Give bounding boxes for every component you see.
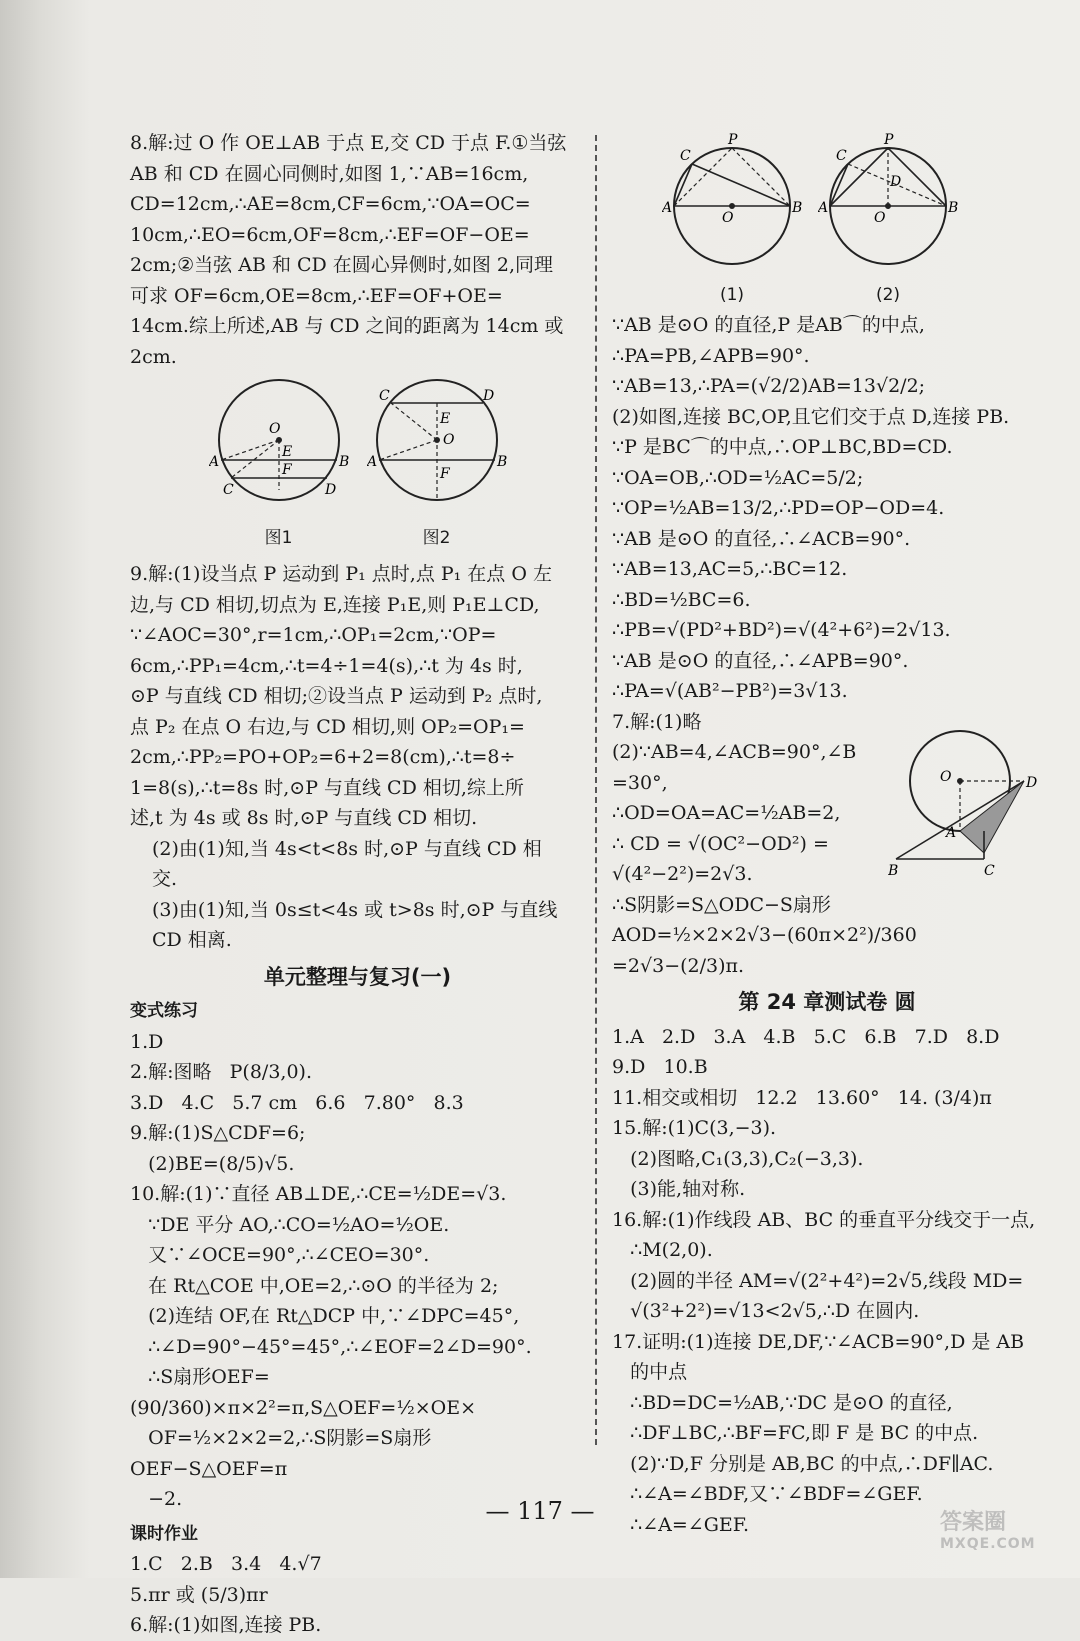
svg-text:O: O [722, 210, 734, 226]
svg-text:O: O [442, 432, 454, 448]
q7-line: ∴S阴影=S△ODC−S扇形AOD=½×2×2√3−(60π×2²)/360 [612, 893, 917, 946]
q10-line: 在 Rt△COE 中,OE=2,∴⊙O 的半径为 2; [130, 1274, 499, 1297]
svg-text:A: A [946, 825, 957, 841]
q8-line: 可求 OF=6cm,OE=8cm,∴EF=OF+OE= [130, 284, 503, 307]
section-title-review: 单元整理与复习(一) [263, 964, 452, 989]
svg-text:B: B [496, 454, 507, 470]
q6-line: ∵AB 是⊙O 的直径,∴∠APB=90°. [612, 649, 909, 672]
q9-line: 边,与 CD 相切,切点为 E,连接 P₁E,则 P₁E⊥CD, [130, 593, 540, 616]
q6-line: ∵P 是BC⌒的中点,∴OP⊥BC,BD=CD. [612, 436, 953, 458]
figure-q6-2-caption: (2) [875, 284, 901, 305]
svg-text:F: F [281, 462, 292, 478]
figure-2-caption: 图2 [422, 527, 451, 548]
q9-line: 2cm,∴PP₂=PO+OP₂=6+2=8(cm),∴t=8÷ [130, 746, 516, 768]
test-line: ∴∠A=∠BDF,又∵∠BDF=∠GEF. [612, 1483, 923, 1505]
svg-text:C: C [222, 482, 234, 498]
svg-text:A: A [366, 454, 377, 470]
q8-line: 10cm,∴EO=6cm,OF=8cm,∴EF=OF−OE= [130, 223, 530, 246]
svg-text:F: F [439, 466, 450, 482]
q7-line: ∴OD=OA=AC=½AB=2, [612, 802, 841, 824]
svg-text:O: O [940, 769, 952, 785]
test-line: (2)图略,C₁(3,3),C₂(−3,3). [612, 1147, 864, 1170]
question-9-part-2 [130, 834, 585, 895]
bianshi-line: (2)BE=(8/5)√5. [130, 1152, 295, 1175]
q6-line: ∴PA=√(AB²−PB²)=3√13. [612, 680, 848, 702]
q8-line: 8.解:过 O 作 OE⊥AB 于点 E,交 CD 于点 F.①当弦 [130, 132, 567, 154]
svg-text:B: B [948, 200, 958, 216]
figure-1-caption: 图1 [264, 527, 293, 548]
q7-line: ∴ CD = √(OC²−OD²) = [612, 832, 829, 855]
watermark-logo [940, 1505, 1036, 1552]
q9-line: ∵∠AOC=30°,r=1cm,∴OP₁=2cm,∵OP= [130, 624, 497, 646]
keshi-line: 6.解:(1)如图,连接 PB. [130, 1614, 322, 1636]
test-line: ∴M(2,0). [612, 1239, 713, 1261]
q9_2-line: 交. [152, 868, 178, 890]
svg-text:O: O [874, 210, 886, 226]
subsection-keshi: 课时作业 [130, 1523, 198, 1544]
figures-q8 [130, 378, 585, 553]
keshi-answers [130, 1549, 585, 1641]
svg-text:D: D [324, 482, 336, 498]
keshi-line: 1.C 2.B 3.4 4.√7 [130, 1553, 322, 1575]
keshi-line: 5.πr 或 (5/3)πr [130, 1583, 268, 1606]
bianshi-line: 3.D 4.C 5.7 cm 6.6 7.80° 8.3 [130, 1091, 464, 1114]
figure-2-diagram [367, 378, 507, 513]
watermark-sub: MXQE.COM [940, 1536, 1036, 1552]
test-line: ∴BD=DC=½AB,∵DC 是⊙O 的直径, [612, 1391, 953, 1414]
test-line: 11.相交或相切 12.2 13.60° 14. (3/4)π [612, 1086, 992, 1109]
figure-1 [209, 378, 349, 553]
q9-line: 6cm,∴PP₁=4cm,∴t=4÷1=4(s),∴t 为 4s 时, [130, 654, 523, 677]
q10-line: ∵DE 平分 AO,∴CO=½AO=½OE. [130, 1213, 450, 1236]
q7-line: √(4²−2²)=2√3. [612, 863, 753, 885]
q6-line: ∵AB 是⊙O 的直径,P 是AB⌒的中点, [612, 314, 925, 336]
svg-text:P: P [884, 132, 894, 148]
q10-line: OF=½×2×2=2,∴S阴影=S扇形OEF−S△OEF=π [130, 1427, 432, 1480]
test-line: 1.A 2.D 3.A 4.B 5.C 6.B 7.D 8.D [612, 1025, 1000, 1048]
q6-line: ∵AB=13,∴PA=(√2/2)AB=13√2/2; [612, 375, 926, 397]
figure-q6-1 [662, 130, 802, 310]
question-9-part-3 [130, 895, 585, 956]
q10-line: ∴S扇形OEF=(90/360)×π×2²=π,S△OEF=½×OE× [130, 1366, 477, 1419]
q8-line: 2cm;②当弦 AB 和 CD 在圆心异侧时,如图 2,同理 [130, 254, 554, 276]
q6-line: (2)如图,连接 BC,OP,且它们交于点 D,连接 PB. [612, 405, 1010, 428]
bianshi-line: 1.D [130, 1030, 164, 1053]
figures-q6 [662, 130, 1042, 310]
q9-line: ⊙P 与直线 CD 相切;②设当点 P 运动到 P₂ 点时, [130, 685, 543, 707]
question-6-solution [612, 310, 1042, 707]
bianshi-line: 9.解:(1)S△CDF=6; [130, 1122, 306, 1144]
bianshi-line: 2.解:图略 P(8/3,0). [130, 1061, 313, 1083]
figure-2 [367, 378, 507, 553]
svg-text:C: C [378, 388, 390, 404]
test-line: 16.解:(1)作线段 AB、BC 的垂直平分线交于一点, [612, 1208, 1036, 1231]
svg-text:E: E [281, 444, 292, 460]
svg-text:B: B [338, 454, 349, 470]
q6-line: ∴PA=PB,∠APB=90°. [612, 344, 810, 367]
q6-line: ∴BD=½BC=6. [612, 588, 751, 611]
test-line: ∴DF⊥BC,∴BF=FC,即 F 是 BC 的中点. [612, 1422, 979, 1444]
q10-line: 10.解:(1)∵直径 AB⊥DE,∴CE=½DE=√3. [130, 1183, 507, 1205]
subsection-bianshi: 变式练习 [130, 1001, 198, 1021]
svg-text:E: E [439, 411, 450, 427]
figure-q6-1-caption: (1) [719, 284, 745, 305]
test-line: (2)∵D,F 分别是 AB,BC 的中点,∴DF∥AC. [612, 1452, 994, 1475]
figure-q6-2-diagram [818, 130, 958, 270]
bianshi-answers [130, 1027, 585, 1180]
test-line: √(3²+2²)=√13<2√5,∴D 在圆内. [612, 1300, 920, 1322]
section-title-chapter-24-test: 第 24 章测试卷 圆 [738, 990, 916, 1014]
figure-q6-1-diagram [662, 130, 802, 270]
figure-q7-diagram [888, 725, 1048, 885]
svg-text:D: D [1026, 775, 1038, 791]
q9_3-line: (3)由(1)知,当 0s≤t<4s 或 t>8s 时,⊙P 与直线 [152, 898, 558, 921]
test-line: 的中点 [612, 1361, 688, 1383]
q10-line: (2)连结 OF,在 Rt△DCP 中,∵∠DPC=45°, [130, 1305, 520, 1327]
page-number: — 117 — [485, 1497, 595, 1525]
q9-line: 1=8(s),∴t=8s 时,⊙P 与直线 CD 相切,综上所 [130, 776, 524, 799]
test-line: 17.证明:(1)连接 DE,DF,∵∠ACB=90°,D 是 AB [612, 1330, 1025, 1353]
q8-line: 14cm.综上所述,AB 与 CD 之间的距离为 14cm 或 [130, 315, 564, 337]
q8-line: 2cm. [130, 345, 177, 368]
question-8 [130, 128, 585, 372]
q9-line: 9.解:(1)设当点 P 运动到 P₁ 点时,点 P₁ 在点 O 左 [130, 563, 552, 585]
question-9 [130, 559, 585, 834]
svg-text:A: A [662, 200, 673, 216]
svg-text:C: C [836, 148, 847, 164]
q6-line: ∵OP=½AB=13/2,∴PD=OP−OD=4. [612, 497, 945, 519]
test-line: 15.解:(1)C(3,−3). [612, 1117, 777, 1139]
chapter-24-test-answers [612, 1022, 1042, 1541]
test-line: (2)圆的半径 AM=√(2²+4²)=2√5,线段 MD= [612, 1269, 1024, 1292]
test-line: 9.D 10.B [612, 1056, 708, 1078]
q7-line: 7.解:(1)略 [612, 710, 702, 733]
q6-line: ∵OA=OB,∴OD=½AC=5/2; [612, 466, 864, 489]
q6-line: ∵AB 是⊙O 的直径,∴∠ACB=90°. [612, 527, 911, 550]
left-column [130, 128, 585, 1641]
svg-text:A: A [818, 200, 829, 216]
q10-line: 又∵∠OCE=90°,∴∠CEO=30°. [130, 1244, 430, 1266]
svg-text:B: B [792, 200, 802, 216]
test-line: ∴∠A=∠GEF. [612, 1513, 750, 1536]
q6-line: ∴PB=√(PD²+BD²)=√(4²+6²)=2√13. [612, 619, 951, 641]
q10-line: −2. [130, 1488, 183, 1510]
svg-text:A: A [208, 454, 219, 470]
question-10 [130, 1179, 585, 1515]
q9_3-line: CD 相离. [152, 929, 232, 951]
figure-q6-2 [818, 130, 958, 310]
svg-text:O: O [268, 421, 280, 437]
test-line: (3)能,轴对称. [612, 1178, 746, 1200]
q9_2-line: (2)由(1)知,当 4s<t<8s 时,⊙P 与直线 CD 相 [152, 837, 542, 860]
q9-line: 述,t 为 4s 或 8s 时,⊙P 与直线 CD 相切. [130, 807, 478, 829]
q8-line: AB 和 CD 在圆心同侧时,如图 1,∵AB=16cm, [130, 162, 529, 185]
q7-line: =30°, [612, 771, 668, 794]
svg-text:D: D [482, 388, 494, 404]
svg-text:P: P [728, 132, 738, 148]
q7-line: =2√3−(2/3)π. [612, 954, 745, 977]
q10-line: ∴∠D=90°−45°=45°,∴∠EOF=2∠D=90°. [130, 1335, 532, 1358]
svg-text:B: B [888, 863, 899, 879]
figure-q7 [888, 725, 1048, 889]
watermark-main: 答案圈 [940, 1510, 1007, 1535]
q6-line: ∵AB=13,AC=5,∴BC=12. [612, 558, 848, 580]
svg-text:D: D [890, 174, 902, 190]
q9-line: 点 P₂ 在点 O 右边,与 CD 相切,则 OP₂=OP₁= [130, 715, 525, 738]
figure-1-diagram [209, 378, 349, 513]
column-divider [595, 135, 597, 1445]
q7-line: (2)∵AB=4,∠ACB=90°,∠B [612, 741, 857, 763]
svg-text:C: C [984, 863, 995, 879]
svg-text:C: C [680, 148, 691, 164]
q8-line: CD=12cm,∴AE=8cm,CF=6cm,∵OA=OC= [130, 193, 531, 215]
